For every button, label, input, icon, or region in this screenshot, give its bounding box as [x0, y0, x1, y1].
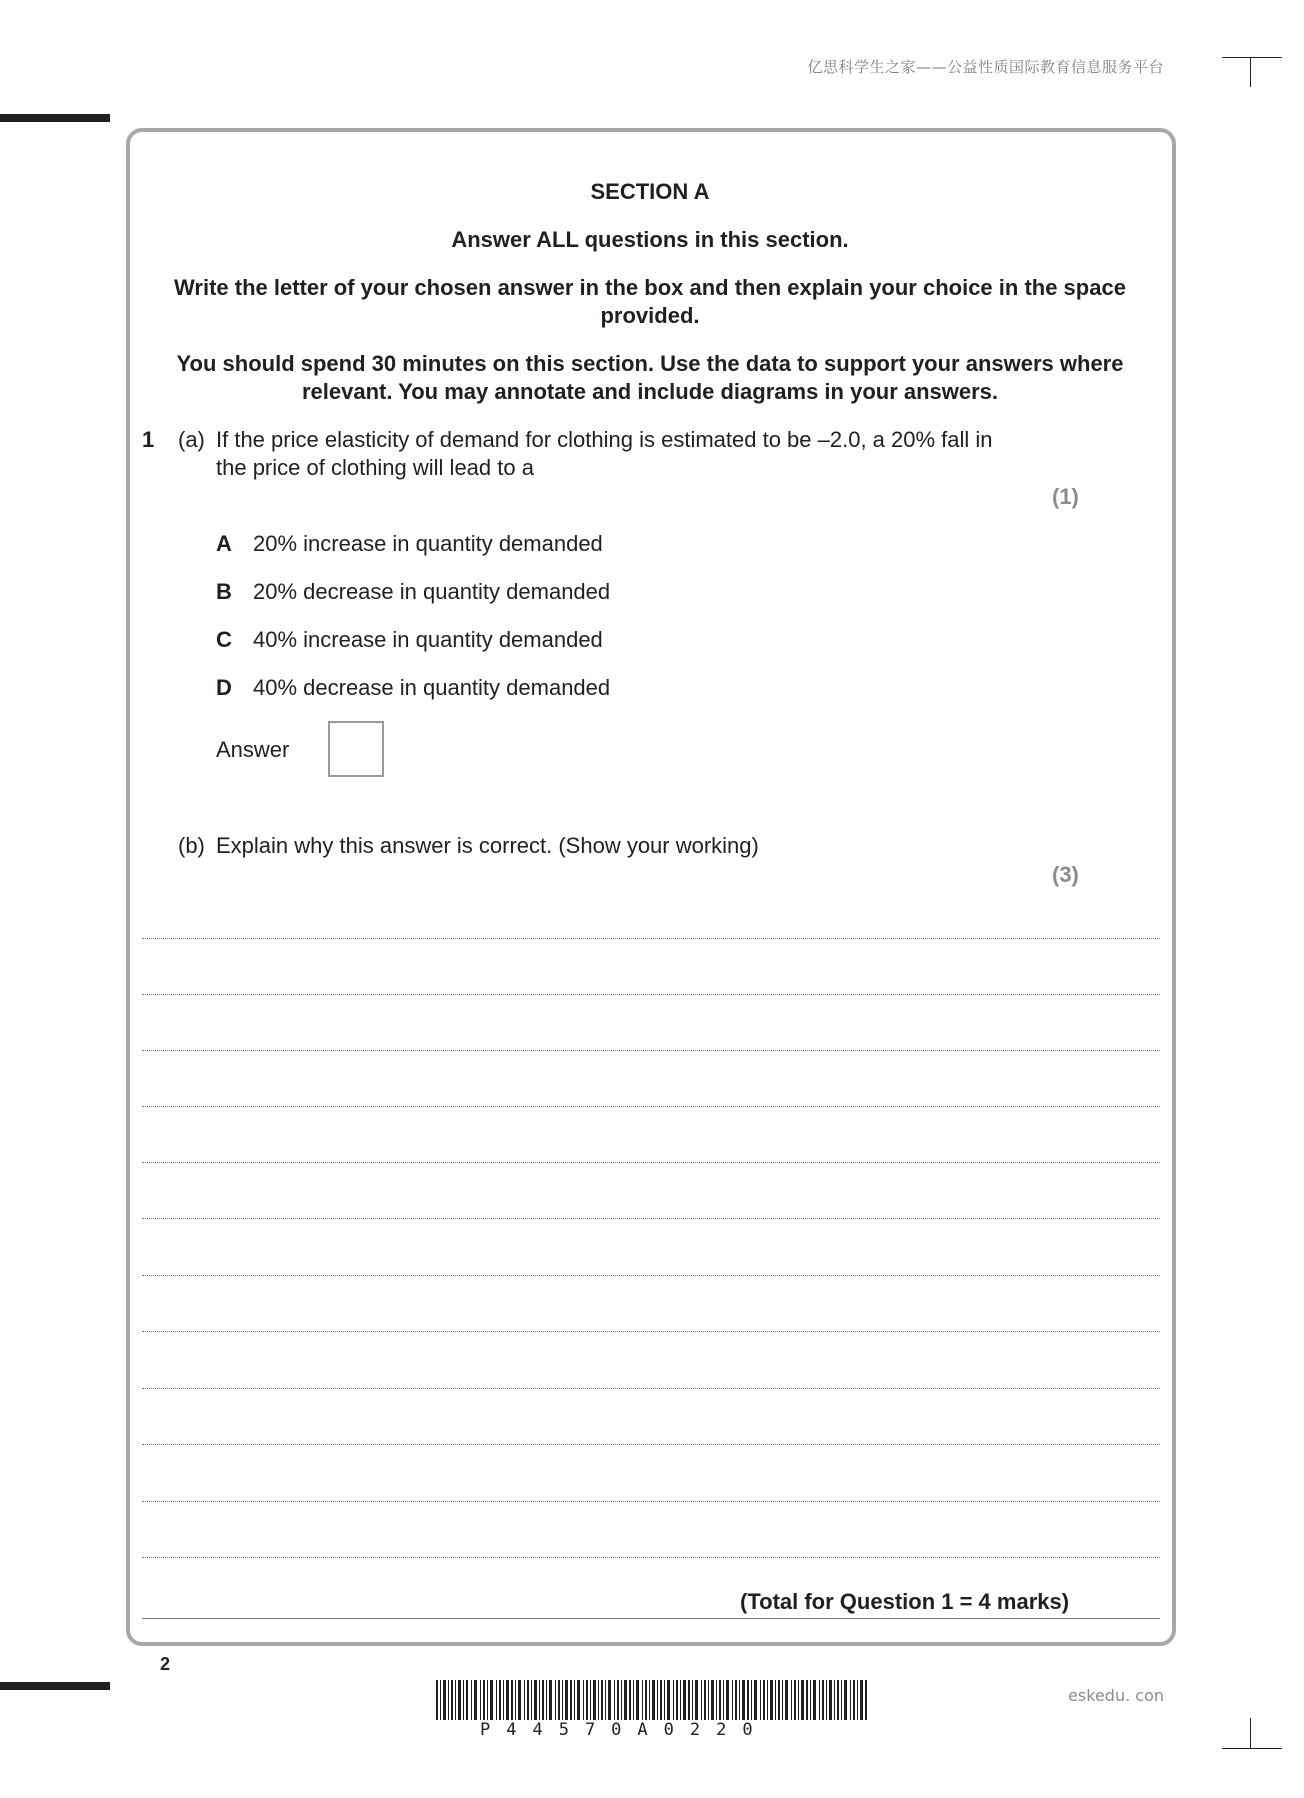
crop-mark-top-right-v [1250, 57, 1251, 87]
option-text-a: 20% increase in quantity demanded [253, 531, 603, 556]
answer-line[interactable] [142, 1106, 1160, 1107]
answer-box[interactable] [328, 721, 384, 777]
option-letter-b: B [216, 579, 232, 604]
question-number: 1 [142, 427, 155, 452]
crop-mark-bottom-right-h [1222, 1748, 1282, 1749]
instruction-all-questions: Answer ALL questions in this section. [451, 227, 849, 252]
crop-mark-bottom-right-v [1250, 1718, 1251, 1748]
header-watermark: 亿思科学生之家——公益性质国际教育信息服务平台 [807, 58, 1164, 76]
instruction-write-letter-line2: provided. [600, 303, 700, 328]
footer-site: eskedu. con [1068, 1686, 1164, 1705]
answer-line[interactable] [142, 1218, 1160, 1219]
option-text-d: 40% decrease in quantity demanded [253, 675, 611, 700]
answer-line[interactable] [142, 1501, 1160, 1502]
barcode-icon [436, 1680, 868, 1720]
part-b-label: (b) [178, 833, 205, 858]
part-a-text-line2: the price of clothing will lead to a [216, 455, 534, 480]
part-a-text-line1: If the price elasticity of demand for clothing is estimated to be –2.0, a 20% fall in [216, 427, 993, 452]
margin-bar-top [0, 114, 110, 122]
instruction-time-line2: relevant. You may annotate and include diagrams in your answers. [301, 379, 999, 404]
instruction-write-letter [170, 274, 1130, 330]
part-b-text: Explain why this answer is correct. (Show your working) [216, 833, 759, 858]
instruction-time [170, 350, 1130, 406]
part-b-marks: (3) [1052, 862, 1079, 887]
instruction-time-line1: You should spend 30 minutes on this section. Use the data to support your answers where [176, 351, 1124, 376]
instruction-write-letter-line1: Write the letter of your chosen answer in the box and then explain your choice in the space [174, 275, 1126, 300]
answer-line[interactable] [142, 1162, 1160, 1163]
answer-label: Answer [216, 737, 290, 762]
crop-mark-top-right-h [1222, 57, 1282, 58]
part-a-label: (a) [178, 427, 205, 452]
answer-line[interactable] [142, 938, 1160, 939]
option-letter-a: A [216, 531, 232, 556]
answer-line[interactable] [142, 1444, 1160, 1445]
option-text-c: 40% increase in quantity demanded [253, 627, 603, 652]
part-a-marks: (1) [1052, 484, 1079, 509]
option-letter-c: C [216, 627, 232, 652]
margin-bar-bottom [0, 1682, 110, 1690]
question-total: (Total for Question 1 = 4 marks) [740, 1589, 1070, 1614]
answer-line[interactable] [142, 1050, 1160, 1051]
section-title: SECTION A [590, 179, 710, 204]
answer-line[interactable] [142, 1331, 1160, 1332]
answer-line[interactable] [142, 1388, 1160, 1389]
barcode-text: P44570A0220 [480, 1720, 769, 1740]
answer-line[interactable] [142, 994, 1160, 995]
option-text-b: 20% decrease in quantity demanded [253, 579, 611, 604]
page-number: 2 [160, 1654, 171, 1674]
option-letter-d: D [216, 675, 232, 700]
answer-line[interactable] [142, 1557, 1160, 1558]
answer-line[interactable] [142, 1275, 1160, 1276]
total-underline [142, 1618, 1160, 1619]
